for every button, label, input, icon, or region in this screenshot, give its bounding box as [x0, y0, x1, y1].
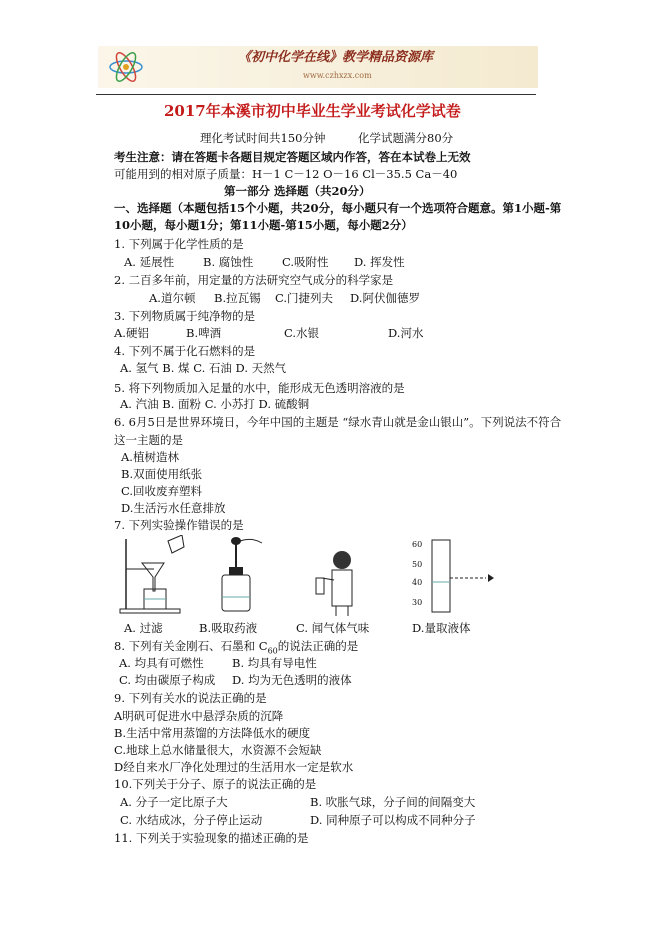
cylinder-tick-30: 30	[412, 598, 423, 607]
q2-option-c: C.门捷列夫	[275, 291, 334, 305]
q8-option-a: A. 均具有可燃性	[119, 656, 204, 670]
q10-stem: 10.下列关于分子、原子的说法正确的是	[114, 777, 317, 791]
q3-option-d: D.河水	[388, 326, 424, 340]
cylinder-tick-60: 60	[412, 540, 423, 549]
q1-option-d: D. 挥发性	[354, 255, 405, 269]
q8-option-d: D. 均为无色透明的液体	[232, 673, 352, 687]
q6-stem-line2: 这一主题的是	[114, 433, 183, 447]
q6-option-d: D.生活污水任意排放	[121, 501, 226, 515]
q9-stem: 9. 下列有关水的说法正确的是	[114, 691, 267, 705]
q2-option-a: A.道尔顿	[149, 291, 196, 305]
banner-title: 《初中化学在线》教学精品资源库	[238, 50, 434, 65]
q8-stem-post: 的说法正确的是	[277, 639, 359, 653]
q1-option-c: C.吸附性	[282, 255, 329, 269]
q3-option-b: B.啤酒	[186, 326, 222, 340]
q6-option-c: C.回收废弃塑料	[121, 484, 203, 498]
q9-option-a: A明矾可促进水中悬浮杂质的沉降	[114, 709, 284, 723]
q2-stem: 2. 二百多年前，用定量的方法研究空气成分的科学家是	[114, 273, 394, 287]
q3-option-a: A.硬铝	[114, 326, 149, 340]
measuring-cylinder-figure	[408, 538, 498, 616]
filtration-apparatus-figure	[116, 535, 186, 615]
q6-option-b: B.双面使用纸张	[121, 467, 203, 481]
q10-option-a: A. 分子一定比原子大	[120, 795, 228, 809]
q3-stem: 3. 下列物质属于纯净物的是	[114, 309, 256, 323]
banner-url: www.czhxzx.com	[303, 71, 372, 80]
smell-gas-figure	[312, 548, 360, 618]
q10-option-d: D. 同种原子可以构成不同种分子	[310, 813, 476, 827]
section-intro-line1: 一、选择题（本题包括15个小题，共20分，每小题只有一个选项符合题意。第1小题-第	[114, 201, 562, 215]
atomic-masses: 可能用到的相对原子质量：H－1 C－12 O－16 Cl－35.5 Ca－40	[114, 167, 458, 181]
q8-stem-subscript: 60	[267, 646, 278, 656]
q1-option-a: A. 延展性	[124, 255, 175, 269]
header-banner	[98, 46, 538, 88]
q10-option-c: C. 水结成冰，分子停止运动	[120, 813, 263, 827]
atom-logo-icon	[106, 48, 146, 86]
notice: 考生注意：请在答题卡各题目规定答题区域内作答，答在本试卷上无效	[114, 150, 471, 164]
q6-option-a: A.植树造林	[121, 450, 179, 464]
q9-option-c: C.地球上总水储量很大，水资源不会短缺	[114, 743, 322, 757]
q11-stem: 11. 下列关于实验现象的描述正确的是	[114, 831, 309, 845]
q6-stem-line1: 6. 6月5日是世界环境日，今年中国的主题是 “绿水青山就是金山银山”。下列说法不符合	[114, 415, 562, 429]
q4-options: A. 氢气 B. 煤 C. 石油 D. 天然气	[120, 361, 287, 375]
part-heading: 第一部分 选择题（共20分）	[224, 184, 371, 198]
q3-option-c: C.水银	[284, 326, 320, 340]
q7-option-c: C. 闻气体气味	[296, 621, 370, 635]
q7-stem: 7. 下列实验操作错误的是	[114, 518, 244, 532]
q7-option-d: D.量取液体	[412, 621, 471, 635]
cylinder-tick-50: 50	[412, 560, 423, 569]
q2-option-b: B.拉瓦锡	[214, 291, 261, 305]
q7-option-b: B.吸取药液	[199, 621, 258, 635]
q9-option-d: D经自来水厂净化处理过的生活用水一定是软水	[114, 760, 354, 774]
exam-title: 2017年本溪市初中毕业生学业考试化学试卷	[164, 102, 461, 120]
q8-stem-pre: 8. 下列有关金刚石、石墨和 C	[114, 639, 268, 653]
q8-option-b: B. 均具有导电性	[232, 656, 317, 670]
q1-option-b: B. 腐蚀性	[203, 255, 254, 269]
section-intro-line2: 10小题，每小题1分；第11小题-第15小题，每小题2分）	[114, 218, 413, 232]
score-note: 化学试题满分80分	[358, 131, 454, 145]
dropper-bottle-figure	[212, 535, 267, 615]
q8-option-c: C. 均由碳原子构成	[119, 673, 216, 687]
q9-option-b: B.生活中常用蒸馏的方法降低水的硬度	[114, 726, 311, 740]
q1-stem: 1. 下列属于化学性质的是	[114, 237, 244, 251]
header-divider	[96, 94, 536, 95]
q7-option-a: A. 过滤	[124, 621, 163, 635]
q2-option-d: D.阿伏伽德罗	[350, 291, 420, 305]
q5-stem: 5. 将下列物质加入足量的水中，能形成无色透明溶液的是	[114, 381, 405, 395]
q5-options: A. 汽油 B. 面粉 C. 小苏打 D. 硫酸铜	[120, 397, 310, 411]
cylinder-tick-40: 40	[412, 578, 423, 587]
time-note: 理化考试时间共150分钟	[200, 131, 326, 145]
q10-option-b: B. 吹胀气球，分子间的间隔变大	[310, 795, 476, 809]
q4-stem: 4. 下列不属于化石燃料的是	[114, 344, 256, 358]
